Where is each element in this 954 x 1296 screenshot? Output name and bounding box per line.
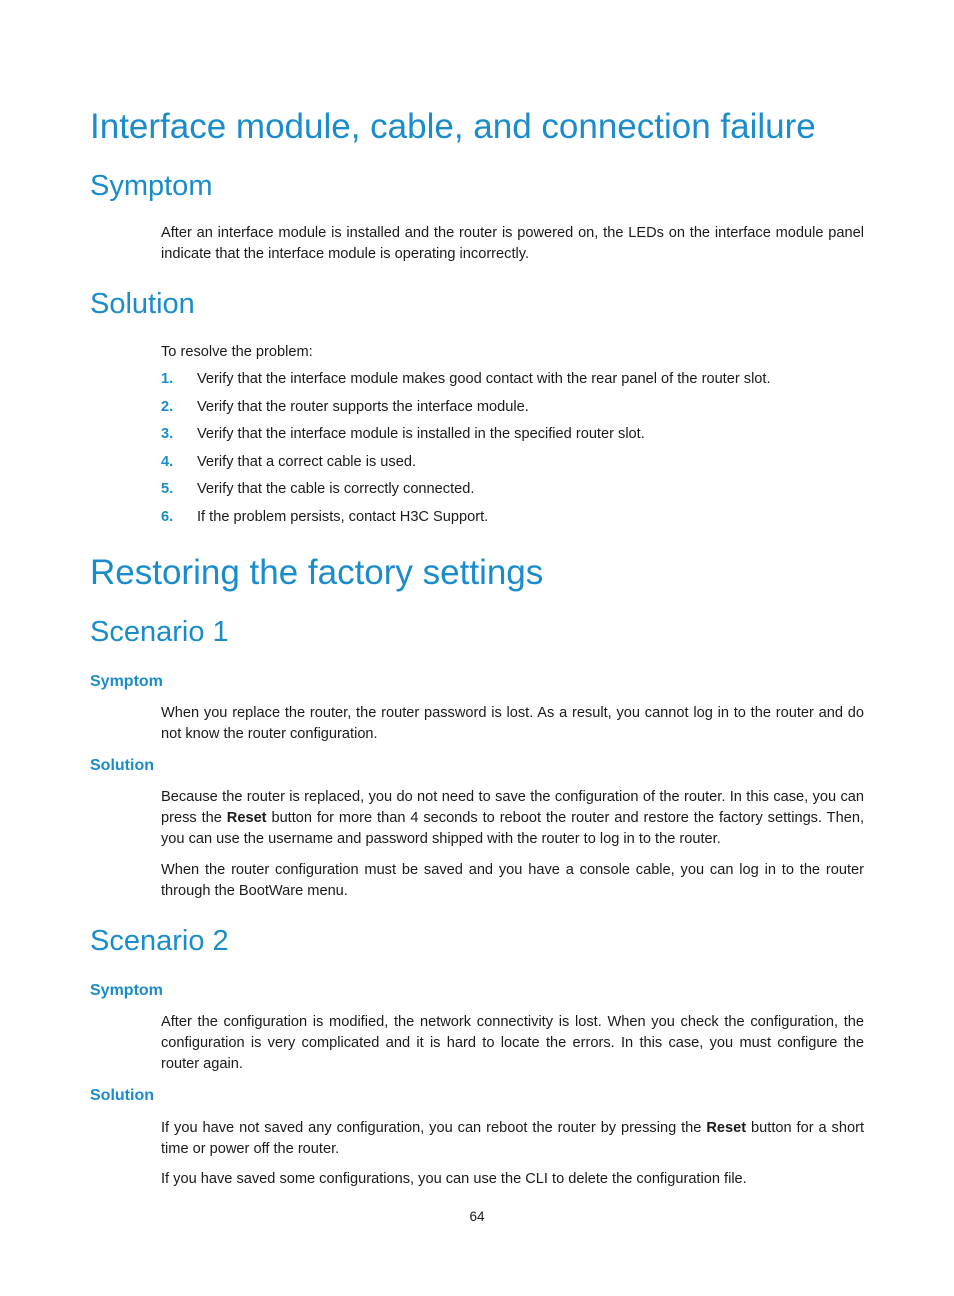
step-number: 6. — [161, 509, 174, 525]
step-number: 2. — [161, 399, 174, 415]
list-item — [161, 369, 864, 390]
scenario1-symptom-paragraph: When you replace the router, the router password is lost. As a result, you cannot log in to the router and do not know the router configuration. — [161, 705, 864, 743]
list-item — [161, 479, 864, 500]
list-item — [161, 424, 864, 445]
scenario1-solution-paragraph-1: Because the router is replaced, you do not need to save the configuration of the router. In this case, you can press the Reset button for more than 4 seconds to reboot the router and restore the factory settings. Then, you can use the username and password shipped with the router to log in to the router. — [161, 789, 864, 848]
step-text: Verify that the cable is correctly connected. — [197, 481, 475, 497]
step-number: 5. — [161, 481, 174, 497]
reset-keyword: Reset — [226, 810, 267, 827]
scenario2-solution-paragraph-1: If you have not saved any configuration, you can reboot the router by pressing the Reset button for a short time or power off the router. — [161, 1120, 865, 1158]
reset-keyword: Reset — [706, 1120, 747, 1136]
list-item — [161, 507, 864, 528]
step-text: Verify that the router supports the interface module. — [197, 399, 529, 415]
solution-intro: To resolve the problem: — [161, 344, 313, 360]
symptom-paragraph: After an interface module is installed and the router is powered on, the LEDs on the interface module panel indicate that the interface module is operating incorrectly. — [161, 225, 864, 263]
page-number: 64 — [469, 1209, 485, 1224]
subheading-symptom: Symptom — [90, 673, 163, 690]
list-item — [161, 452, 864, 473]
step-number: 3. — [161, 426, 174, 442]
step-text: Verify that the interface module makes good contact with the rear panel of the router slot. — [197, 371, 771, 387]
subheading-symptom: Symptom — [90, 982, 163, 999]
subheading-solution: Solution — [90, 757, 154, 774]
heading-solution: Solution — [90, 288, 195, 320]
list-item — [161, 397, 864, 418]
heading-scenario-1: Scenario 1 — [90, 616, 229, 648]
section-title-restoring-factory: Restoring the factory settings — [90, 553, 544, 592]
scenario2-solution-paragraph-2: If you have saved some configurations, you can use the CLI to delete the configuration file. — [161, 1171, 747, 1187]
section-title-interface-failure: Interface module, cable, and connection failure — [90, 107, 816, 146]
heading-symptom: Symptom — [90, 170, 213, 202]
scenario1-solution-paragraph-2: When the router configuration must be saved and you have a console cable, you can log in to the router through the BootWare menu. — [161, 862, 864, 900]
step-text: Verify that the interface module is installed in the specified router slot. — [197, 426, 645, 442]
scenario2-symptom-paragraph: After the configuration is modified, the network connectivity is lost. When you check the configuration, the configuration is very complicated and it is hard to locate the errors. In this case, you must configure the router again. — [161, 1014, 864, 1073]
step-text: If the problem persists, contact H3C Support. — [197, 509, 489, 525]
heading-scenario-2: Scenario 2 — [90, 925, 229, 957]
step-number: 4. — [161, 454, 174, 470]
subheading-solution: Solution — [90, 1087, 154, 1104]
step-text: Verify that a correct cable is used. — [197, 454, 417, 470]
step-number: 1. — [161, 371, 174, 387]
